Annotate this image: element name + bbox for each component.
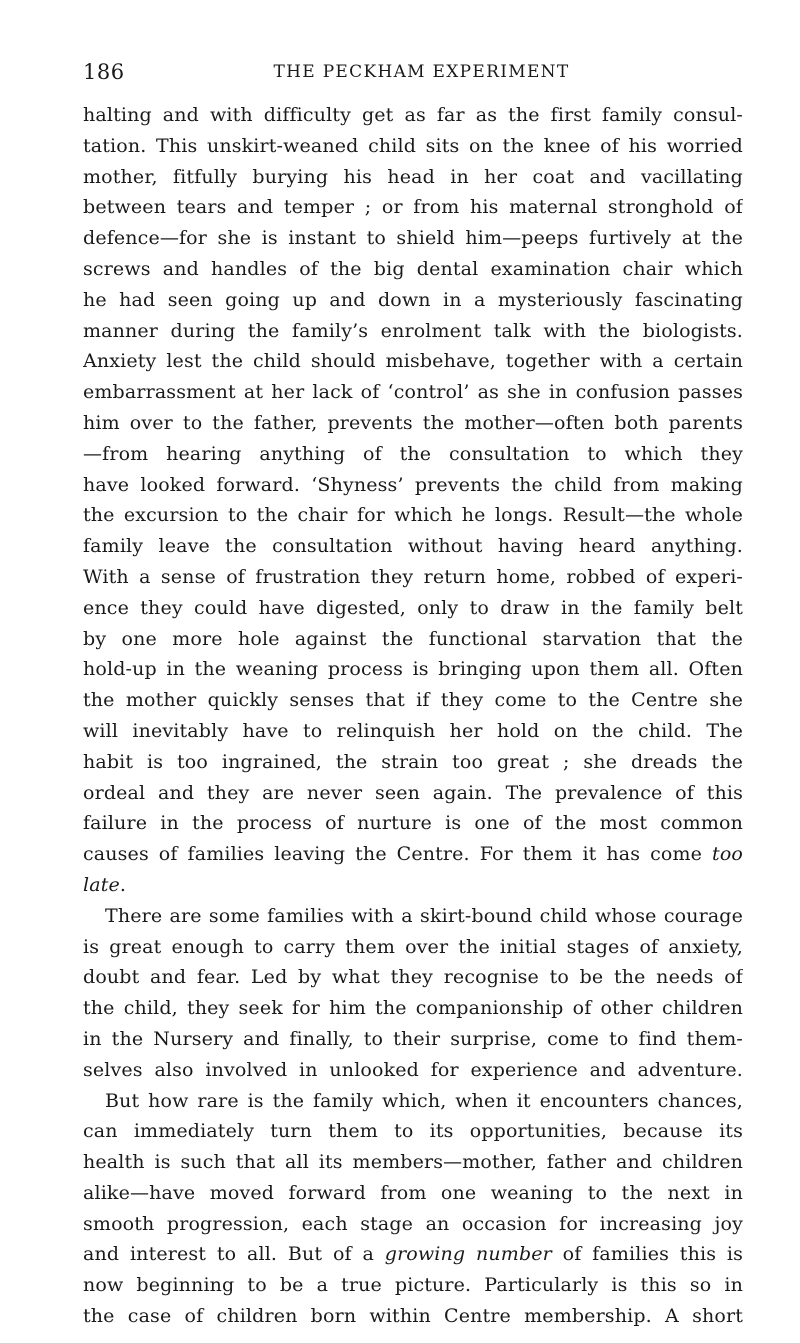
italic-text: growing number bbox=[384, 1243, 552, 1266]
text-line: between tears and temper ; or from his maternal stronghold of bbox=[83, 196, 743, 219]
text-line: habit is too ingrained, the strain too great ; she dreads the bbox=[83, 750, 743, 773]
page-number: 186 bbox=[83, 60, 125, 84]
text-line: screws and handles of the big dental examination chair which bbox=[83, 257, 743, 280]
text-run: causes of families leaving the Centre. For them it has come bbox=[83, 843, 713, 866]
text-line bbox=[83, 1239, 743, 1270]
text-line: Anxiety lest the child should misbehave, together with a certain bbox=[83, 350, 743, 373]
text-line: will inevitably have to relinquish her hold on the child. The bbox=[83, 719, 743, 742]
text-line: ence they could have digested, only to draw in the family belt bbox=[83, 596, 743, 619]
text-line: he had seen going up and down in a mysteriously fascinating bbox=[83, 288, 743, 311]
text-line: tation. This unskirt-weaned child sits on the knee of his worried bbox=[83, 134, 743, 157]
text-line: the child, they seek for him the companionship of other children bbox=[83, 997, 743, 1020]
text-line: With a sense of frustration they return home, robbed of experi- bbox=[83, 565, 743, 588]
text-line: embarrassment at her lack of ‘control’ as she in confusion passes bbox=[83, 381, 743, 404]
text-line: hold-up in the weaning process is bringing upon them all. Often bbox=[83, 658, 743, 681]
text-line: alike—have moved forward from one weaning to the next in bbox=[83, 1181, 743, 1204]
text-line: is great enough to carry them over the initial stages of anxiety, bbox=[83, 935, 743, 958]
text-line: the excursion to the chair for which he longs. Result—the whole bbox=[83, 504, 743, 527]
text-line: failure in the process of nurture is one of the most common bbox=[83, 812, 743, 835]
paragraph-start-line: There are some families with a skirt-bound child whose courage bbox=[105, 904, 743, 927]
text-line: him over to the father, prevents the mother—often both parents bbox=[83, 411, 743, 434]
text-line: health is such that all its members—mother, father and children bbox=[83, 1151, 743, 1174]
text-line: mother, fitfully burying his head in her coat and vacillating bbox=[83, 165, 743, 188]
text-line: can immediately turn them to its opportunities, because its bbox=[83, 1120, 743, 1143]
text-line bbox=[83, 839, 743, 870]
text-run: and interest to all. But of a bbox=[83, 1243, 385, 1266]
text-line: ordeal and they are never seen again. The prevalence of this bbox=[83, 781, 743, 804]
text-line: But how rare is the family which, when it encounters chances, bbox=[105, 1089, 743, 1112]
text-line: family leave the consultation without having heard anything. bbox=[83, 535, 743, 558]
text-run: of families this is bbox=[551, 1243, 743, 1266]
running-head: THE PECKHAM EXPERIMENT bbox=[273, 62, 570, 82]
text-run: . bbox=[119, 873, 127, 896]
page-header bbox=[83, 58, 740, 88]
text-line: have looked forward. ‘Shyness’ prevents the child from making bbox=[83, 473, 743, 496]
text-line: —from hearing anything of the consultation to which they bbox=[83, 442, 743, 465]
italic-text: too bbox=[712, 843, 743, 866]
text-line bbox=[83, 870, 743, 901]
text-line: the mother quickly senses that if they come to the Centre she bbox=[83, 689, 743, 712]
body-text bbox=[83, 100, 743, 1332]
italic-text: late bbox=[83, 873, 120, 896]
text-line: selves also involved in unlooked for experience and adventure. bbox=[83, 1058, 743, 1081]
text-line: defence—for she is instant to shield him—peeps furtively at the bbox=[83, 227, 743, 250]
text-line: in the Nursery and finally, to their surprise, come to find them- bbox=[83, 1027, 743, 1050]
text-line: now beginning to be a true picture. Particularly is this so in bbox=[83, 1274, 743, 1297]
text-line: manner during the family’s enrolment talk with the biologists. bbox=[83, 319, 743, 342]
text-line: by one more hole against the functional starvation that the bbox=[83, 627, 743, 650]
text-line: smooth progression, each stage an occasion for increasing joy bbox=[83, 1212, 743, 1235]
text-line: halting and with difficulty get as far as the first family consul- bbox=[83, 104, 743, 126]
text-line: the case of children born within Centre membership. A short bbox=[83, 1305, 743, 1328]
text-line: doubt and fear. Led by what they recognise to be the needs of bbox=[83, 966, 743, 989]
